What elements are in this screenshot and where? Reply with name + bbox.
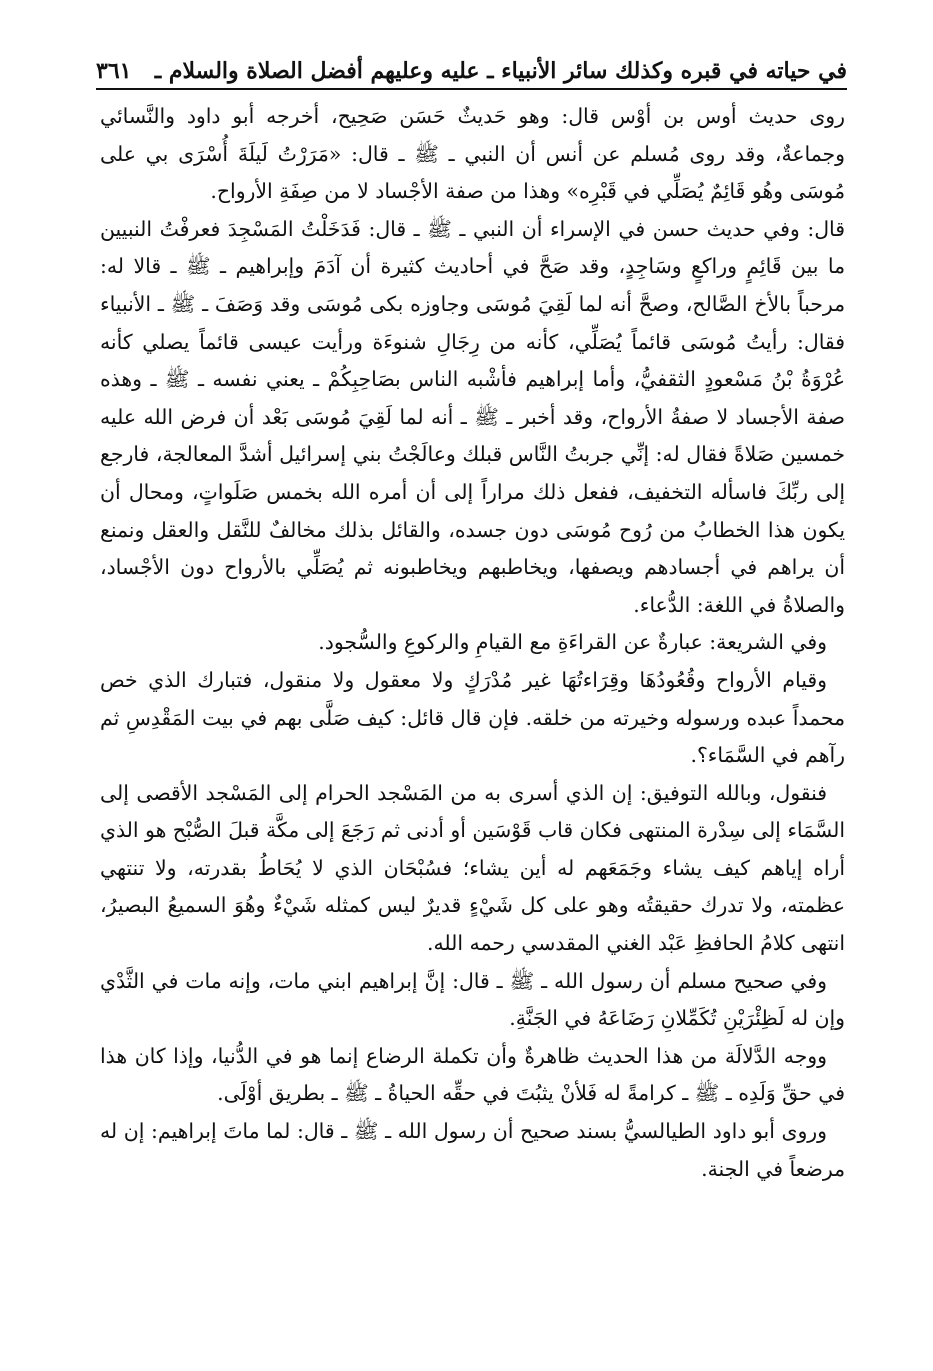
running-title: في حياته في قبره وكذلك سائر الأنبياء ـ عليه وعليهم أفضل الصلاة والسلام ـ xyxy=(154,58,847,84)
page-body xyxy=(100,98,845,1188)
page-number: ٣٦١ xyxy=(96,58,132,84)
paragraph: قال: وفي حديث حسن في الإسراء أن النبي ـ ﷺ ـ قال: فَدَخَلْتُ المَسْجِدَ فعرفْتُ النبيين ما بين قَائِمٍ وراكعٍ وسَاجِدٍ، وقد صَحَّ في أحاديث كثيرة أن آدَمَ وإبراهيم ـ ﷺ ـ قالا له: مرحباً بالأخ الصَّالح، وصحَّ أنه لما لَقِيَ مُوسَى وجاوزه بكى مُوسَى وقد وَصَفَ ـ ﷺ ـ الأنبياء فقال: رأيتُ مُوسَى قائماً يُصَلِّي، كأنه من رِجَالِ شنوءَة ورأيت عيسى قائماً يصلي كأنه عُرْوَةُ بْنُ مَسْعودٍ الثقفيُّ، وأما إبراهيم فأشْبه الناس بصَاحِبِكُمْ ـ يعني نفسه ـ ﷺ ـ وهذه صفة الأجساد لا صفةُ الأرواح، وقد أخبر ـ ﷺ ـ أنه لما لَقِيَ مُوسَى بَعْد أن فرض الله عليه خمسين صَلاةً فقال له: إنِّي جربتُ النَّاس قبلك وعالَجْتُ بني إسرائيل أشدَّ المعالجة، فارجع إلى ربِّكَ فاسأله التخفيف، ففعل ذلك مراراً إلى أن أمره الله بخمس صَلَواتٍ، ومحال أن يكون هذا الخطابُ من رُوح مُوسَى دون جسده، والقائل بذلك مخالفٌ للنَّقل والعقل ونمنع أن يراهم في أجسادهم ويصفها، ويخاطبهم ويخاطبونه ثم يُصَلِّي بالأرواح دون الأجْساد، والصلاةُ في اللغة: الدُّعاء. xyxy=(100,216,845,617)
paragraph: ووجه الدَّلالَة من هذا الحديث ظاهرةٌ وأن تكملة الرضاع إنما هو في الدُّنيا، وإذا كان هذا في حقِّ وَلَدِه ـ ﷺ ـ كرامةً له فَلأنْ يثبُتَ في حقِّه الحياةُ ـ ﷺ ـ بطريق أوْلَى. xyxy=(100,1043,845,1106)
paragraph: وفي صحيح مسلم أن رسول الله ـ ﷺ ـ قال: إنَّ إبراهيم ابني مات، وإنه مات في الثَّدْي وإن له لَظِئْرَيْنِ تُكَمِّلانِ رَضَاعَهُ في الجَنَّةِ. xyxy=(100,968,845,1031)
page-header xyxy=(96,40,847,90)
paragraph: روى حديث أوس بن أوْس قال: وهو حَديثٌ حَسَن صَحِيح، أخرجه أبو داود والنَّسائي وجماعةٌ، وقد روى مُسلم عن أنس أن النبي ـ ﷺ ـ قال: «مَرَرْتُ لَيلَةَ أُسْرَى بي على مُوسَى وهُو قَائِمٌ يُصَلِّي في قَبْرِه» وهذا من صفة الأجْساد لا من صِفَةِ الأرواح. xyxy=(100,104,845,204)
paragraph: وقيام الأرواح وقُعُودُهَا وقِرَاءتُهَا غير مُدْرَكٍ ولا معقول ولا منقول، فتبارك الذي خص محمداً عبده ورسوله وخيرته من خلقه. فإن قال قائل: كيف صَلَّى بهم في بيت المَقْدِسِ ثم رآهم في السَّمَاء؟. xyxy=(100,667,845,768)
paragraph: وفي الشريعة: عبارةٌ عن القراءَةِ مع القيامِ والركوعِ والسُّجود. xyxy=(318,630,827,655)
paragraph: وروى أبو داود الطيالسيُّ بسند صحيح أن رسول الله ـ ﷺ ـ قال: لما ماتَ إبراهيم: إن له مرضعاً في الجنة. xyxy=(100,1119,845,1181)
paragraph: فنقول، وبالله التوفيق: إن الذي أسرى به من المَسْجد الحرام إلى المَسْجد الأقصى إلى السَّمَاء إلى سِدْرة المنتهى فكان قاب قَوْسَين أو أدنى ثم رَجَعَ إلى مكَّة قبلَ الصُّبْح هو الذي أراه إياهم كيف يشاء وجَمَعَهم له أين يشاء؛ فسُبْحَان الذي لا يُحَاطُ بقدرته، ولا تنتهي عظمته، ولا تدرك حقيقتُه وهو على كل شَيْءٍ قديرٌ ليس كمثله شَيْءٌ وهُوَ السميعُ البصيرُ، انتهى كلامُ الحافظِ عَبْد الغني المقدسي رحمه الله. xyxy=(100,780,845,956)
